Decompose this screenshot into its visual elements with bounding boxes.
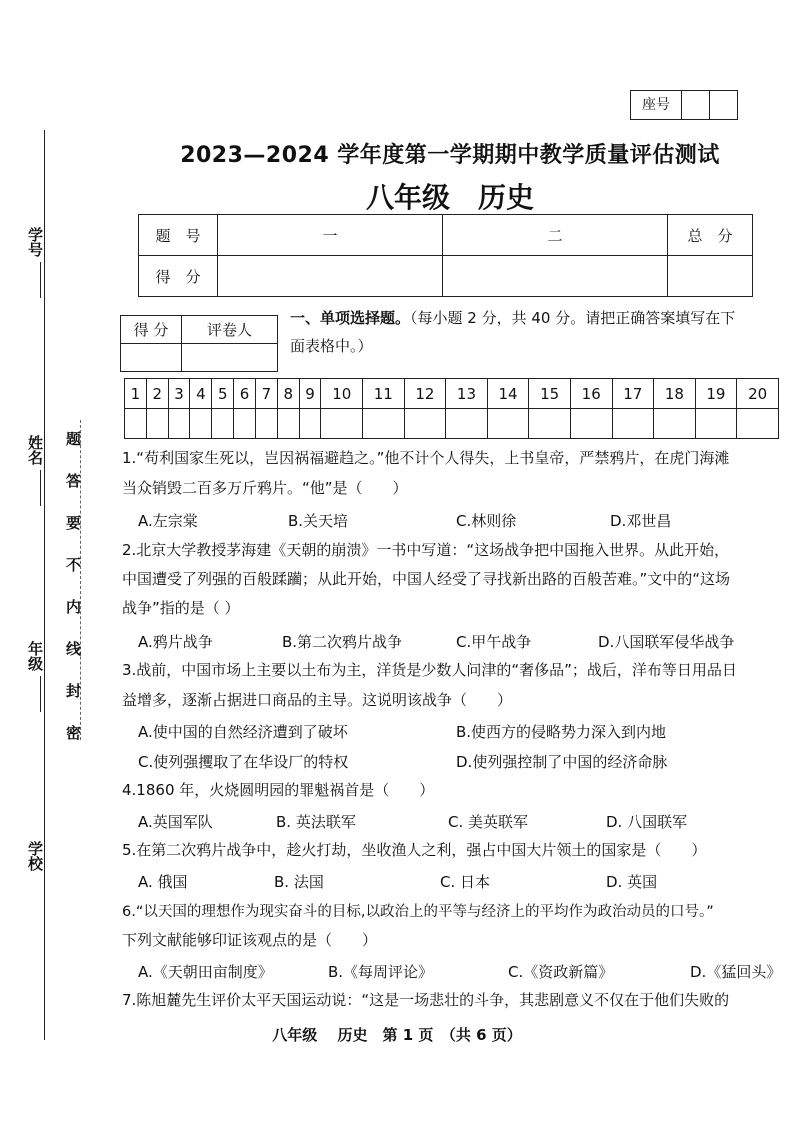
score-table <box>138 214 753 297</box>
q3-line-1: 3.战前，中国市场上主要以土布为主，洋货是少数人问津的“奢侈品”；战后，洋布等日用品日 <box>122 661 737 679</box>
answer-cell[interactable] <box>277 409 299 439</box>
answer-cell[interactable] <box>299 409 321 439</box>
answer-cell[interactable] <box>529 409 571 439</box>
seat-number-label: 座号 <box>642 97 670 113</box>
seat-number-cell-2[interactable] <box>709 91 737 119</box>
q4-option-a[interactable]: A.英国军队 <box>138 813 213 831</box>
q5-line-1: 5.在第二次鸦片战争中，趁火打劫，坐收渔人之利，强占中国大片领土的国家是（ ） <box>122 841 707 859</box>
section-instruction-b: 面表格中。） <box>290 337 373 355</box>
grader-name-cell[interactable] <box>182 344 278 372</box>
seal-char-8: 密 <box>66 724 82 742</box>
exam-subtitle: 八年级 历史 <box>365 181 534 214</box>
margin-student-id-blank[interactable] <box>40 262 49 298</box>
q7-line-1: 7.陈旭麓先生评价太平天国运动说：“这是一场悲壮的斗争，其悲剧意义不仅在于他们失败的 <box>122 991 730 1009</box>
q1-option-c[interactable]: C.林则徐 <box>456 512 517 530</box>
answer-cell[interactable] <box>737 409 779 439</box>
score-table-header: 题 号 <box>139 215 218 256</box>
answer-cell[interactable] <box>487 409 529 439</box>
answer-number: 8 <box>277 379 299 409</box>
section-title: 一、单项选择题。 <box>290 309 411 327</box>
section-heading <box>290 304 780 332</box>
q5-option-b[interactable]: B. 法国 <box>274 873 324 891</box>
answer-number: 19 <box>695 379 737 409</box>
q2-line-1: 2.北京大学教授茅海建《天朝的崩溃》一书中写道：“这场战争把中国拖入世界。从此开始， <box>122 541 730 559</box>
q5-option-c[interactable]: C. 日本 <box>440 873 491 891</box>
answer-cell[interactable] <box>255 409 277 439</box>
score-table-header: 总 分 <box>668 215 753 256</box>
margin-name-label: 姓名 <box>28 434 44 467</box>
seal-char-4: 不 <box>66 556 82 574</box>
page-footer: 八年级 历史 第 1 页 （共 6 页） <box>272 1026 522 1044</box>
answer-number: 12 <box>404 379 446 409</box>
answer-number: 17 <box>612 379 654 409</box>
seal-char-5: 内 <box>66 598 82 616</box>
seat-number-box <box>630 90 738 120</box>
answer-cell[interactable] <box>363 409 405 439</box>
score-table-header: 一 <box>218 215 443 256</box>
answer-cell[interactable] <box>190 409 212 439</box>
q4-option-c[interactable]: C. 美英联军 <box>448 813 529 831</box>
margin-grade-label: 年级 <box>28 640 44 673</box>
answer-number: 10 <box>321 379 363 409</box>
answer-number: 18 <box>654 379 696 409</box>
q2-line-3: 战争”指的是（ ） <box>122 599 240 617</box>
seal-char-7: 封 <box>66 682 82 700</box>
answer-cell[interactable] <box>321 409 363 439</box>
exam-title: 2023—2024 学年度第一学期期中教学质量评估测试 <box>180 143 720 168</box>
grader-score-cell[interactable] <box>121 344 182 372</box>
seal-char-1: 题 <box>66 430 82 448</box>
answer-number: 20 <box>737 379 779 409</box>
seal-char-2: 答 <box>66 472 82 490</box>
seal-char-6: 线 <box>66 640 82 658</box>
answer-cell[interactable] <box>234 409 256 439</box>
answer-cell[interactable] <box>168 409 190 439</box>
margin-name-blank[interactable] <box>40 470 49 506</box>
q6-option-c[interactable]: C.《资政新篇》 <box>508 963 614 981</box>
q2-option-a[interactable]: A.鸦片战争 <box>138 633 213 651</box>
q1-option-b[interactable]: B.关天培 <box>288 512 349 530</box>
q4-option-b[interactable]: B. 英法联军 <box>276 813 356 831</box>
answer-number: 1 <box>125 379 147 409</box>
answer-cell[interactable] <box>446 409 488 439</box>
answer-grid <box>124 378 779 439</box>
margin-school-label: 学校 <box>28 840 44 873</box>
answer-cell[interactable] <box>212 409 234 439</box>
answer-number: 13 <box>446 379 488 409</box>
answer-cell[interactable] <box>612 409 654 439</box>
section-instruction-a: （每小题 2 分，共 40 分。请把正确答案填写在下 <box>410 309 736 327</box>
answer-number: 4 <box>190 379 212 409</box>
answer-cell[interactable] <box>695 409 737 439</box>
answer-number: 14 <box>487 379 529 409</box>
score-cell-part2[interactable] <box>443 256 668 297</box>
answer-number: 15 <box>529 379 571 409</box>
score-cell-part1[interactable] <box>218 256 443 297</box>
q2-option-d[interactable]: D.八国联军侵华战争 <box>598 633 735 651</box>
answer-cell[interactable] <box>146 409 168 439</box>
q1-option-d[interactable]: D.邓世昌 <box>610 512 672 530</box>
answer-cell[interactable] <box>654 409 696 439</box>
margin-grade-blank[interactable] <box>40 676 49 712</box>
score-table-row-label: 得 分 <box>139 256 218 297</box>
answer-number: 6 <box>234 379 256 409</box>
seal-char-3: 要 <box>66 514 82 532</box>
q5-option-d[interactable]: D. 英国 <box>606 873 658 891</box>
answer-number: 16 <box>570 379 612 409</box>
q4-line-1: 4.1860 年，火烧圆明园的罪魁祸首是（ ） <box>122 781 435 799</box>
score-cell-total[interactable] <box>668 256 753 297</box>
q4-option-d[interactable]: D. 八国联军 <box>606 813 688 831</box>
answer-number: 7 <box>255 379 277 409</box>
q3-option-a[interactable]: A.使中国的自然经济遭到了破坏 <box>138 723 348 741</box>
q2-option-c[interactable]: C.甲午战争 <box>456 633 532 651</box>
q1-option-a[interactable]: A.左宗棠 <box>138 512 198 530</box>
q3-line-2: 益增多，逐渐占据进口商品的主导。这说明该战争（ ） <box>122 691 513 709</box>
q5-option-a[interactable]: A. 俄国 <box>138 873 188 891</box>
q6-line-1: 6.“以天国的理想作为现实奋斗的目标,以政治上的平等与经济上的平均作为政治动员的口号。” <box>122 904 714 920</box>
q2-option-b[interactable]: B.第二次鸦片战争 <box>282 633 403 651</box>
answer-number: 9 <box>299 379 321 409</box>
q3-option-b[interactable]: B.使西方的侵略势力深入到内地 <box>456 723 667 741</box>
q6-option-a[interactable]: A.《天朝田亩制度》 <box>138 963 273 981</box>
seat-number-cell-1[interactable] <box>681 91 709 119</box>
grader-score-label: 得 分 <box>121 316 182 344</box>
grader-table <box>120 315 278 372</box>
q1-line-2: 当众销毁二百多万斤鸦片。“他”是（ ） <box>122 479 408 497</box>
answer-cell[interactable] <box>570 409 612 439</box>
score-table-header: 二 <box>443 215 668 256</box>
q6-line-2: 下列文献能够印证该观点的是（ ） <box>122 931 378 949</box>
q6-option-b[interactable]: B.《每周评论》 <box>328 963 434 981</box>
q3-option-c[interactable]: C.使列强攫取了在华设厂的特权 <box>138 753 349 771</box>
q6-option-d[interactable]: D.《猛回头》 <box>690 963 782 981</box>
answer-number: 11 <box>363 379 405 409</box>
answer-number: 5 <box>212 379 234 409</box>
q2-line-2: 中国遭受了列强的百般蹂躏；从此开始，中国人经受了寻找新出路的百般苦难。”文中的“这场 <box>122 570 731 588</box>
answer-number: 2 <box>146 379 168 409</box>
answer-number: 3 <box>168 379 190 409</box>
answer-cell[interactable] <box>404 409 446 439</box>
q1-line-1: 1.“苟利国家生死以，岂因祸福避趋之。”他不计个人得失，上书皇帝，严禁鸦片，在虎门海滩 <box>122 449 730 467</box>
margin-student-id-label: 学号 <box>28 226 44 259</box>
grader-name-label: 评卷人 <box>182 316 278 344</box>
q3-option-d[interactable]: D.使列强控制了中国的经济命脉 <box>456 753 668 771</box>
answer-cell[interactable] <box>125 409 147 439</box>
